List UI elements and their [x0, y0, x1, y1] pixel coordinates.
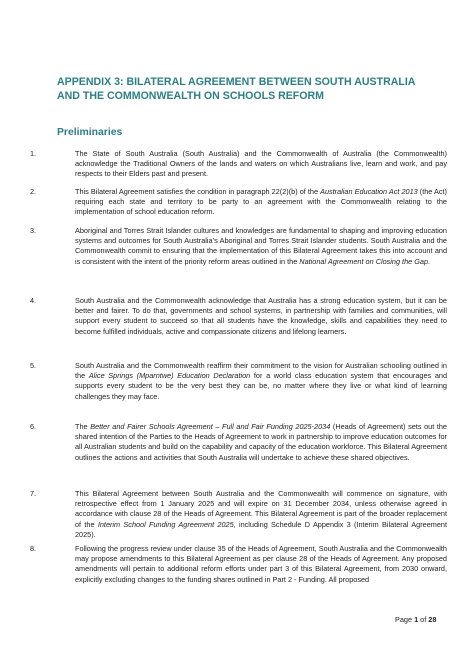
- clause-number: 3.: [30, 226, 37, 235]
- page-total: 28: [428, 615, 437, 624]
- clause-text: This Bilateral Agreement between South Australia and the Commonwealth will commence on signature, with retrospective effect from 1 January 2025 and will expire on 31 December 2034, unless otherwise agreed in accordance with clause 28 of the Heads of Agreement. This Bilateral Agreement is part of the broader replacement of the Interim School Funding Agreement 2025, including Schedule D Appendix 3 (Interim Bilateral Agreement 2025).: [75, 489, 447, 539]
- section-heading: Preliminaries: [57, 127, 123, 138]
- agreement-title: Better and Fairer Schools Agreement – Full and Fair Funding 2025-2034: [90, 422, 331, 431]
- agreement-title: National Agreement on Closing the Gap: [299, 256, 429, 266]
- clause-text: Following the progress review under clause 35 of the Heads of Agreement, South Australia and the Commonwealth may propose amendments to this Bilateral Agreement as per clause 28 of the Heads of Agreement. Any proposed amendments will pertain to additional reform efforts under part 3 of this Bilateral Agreement, from 2030 onward, explicitly excluding changes to the funding shares outlined in Part 2 - Funding. All proposed: [75, 544, 447, 584]
- page-number: 1: [414, 615, 419, 624]
- clause-number: 8.: [30, 544, 37, 553]
- agreement-title: Interim School Funding Agreement 2025: [97, 519, 234, 529]
- clause-number: 5.: [30, 361, 37, 370]
- clause-text: South Australia and the Commonwealth acknowledge that Australia has a strong education system, but it can be better and fairer. To do that, governments and school systems, in partnership with families and communities, will support every student to succeed so that all students have the knowledge, skills and capabilities they need to become fulfilled individuals, active and compassionate citizens and lifelong learners.: [75, 296, 447, 336]
- clause-text: South Australia and the Commonwealth reaffirm their commitment to the vision for Australian schooling outlined in the Alice Springs (Mparntwe) Education Declaration for a world class education system that encourages and supports every student to be the very best they can be, no matter where they live or what kind of learning challenges they may face.: [75, 361, 448, 401]
- clause-number: 1.: [30, 149, 37, 158]
- clause-number: 4.: [30, 296, 37, 305]
- act-title: Australian Education Act 2013: [320, 187, 418, 196]
- clause-number: 6.: [30, 422, 37, 431]
- page-footer: Page 1 of 28: [395, 615, 437, 624]
- page-title: APPENDIX 3: BILATERAL AGREEMENT BETWEEN SOUTH AUSTRALIA AND THE COMMONWEALTH ON SCHOOLS REFORM: [57, 76, 416, 103]
- clause-number: 2.: [30, 187, 37, 196]
- clause-text: The State of South Australia (South Australia) and the Commonwealth of Australia (the Commonwealth) acknowledge the Traditional Owners of the lands and waters on which Australians live, learn and work, and pay respects to their Elders past and present.: [75, 149, 447, 179]
- clause-text: The Better and Fairer Schools Agreement – Full and Fair Funding 2025-2034 (Heads of Agreement) sets out the shared intention of the Parties to the Heads of Agreement to work in partnership to improve education outcomes for all Australian students and build on the capability and capacity of the education workforce. This Bilateral Agreement outlines the actions and activities that South Australia will undertake to achieve these shared objectives.: [75, 422, 447, 462]
- declaration-title: Alice Springs (Mparntwe) Education Declaration: [88, 371, 251, 381]
- clause-text: Aboriginal and Torres Strait Islander cultures and knowledges are fundamental to shaping and improving education systems and outcomes for South Australia’s Aboriginal and Torres Strait Islander students. South Australia and the Commonwealth commit to ensuring that the implementation of this Bilateral Agreement takes this into account and is consistent with the intent of the priority reform areas outlined in the National Agreement on Closing the Gap.: [75, 226, 447, 266]
- clause-number: 7.: [30, 489, 37, 498]
- clause-text: This Bilateral Agreement satisfies the condition in paragraph 22(2)(b) of the Australian Education Act 2013 (the Act) requiring each state and territory to be party to an agreement with the Commonwealth relating to the implementation of school education reform.: [75, 187, 447, 217]
